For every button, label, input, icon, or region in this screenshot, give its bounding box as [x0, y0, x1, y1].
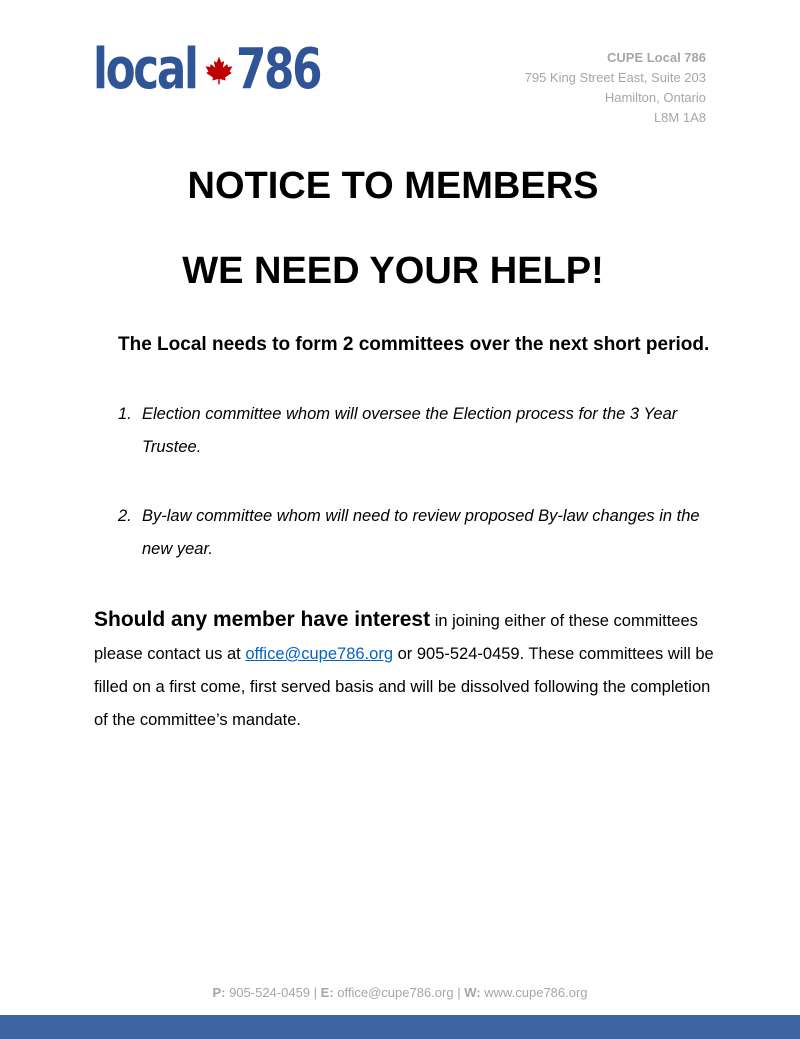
- page-subtitle: WE NEED YOUR HELP!: [182, 250, 604, 292]
- footer-web-label: W:: [464, 985, 481, 1000]
- body-text-1: in joining either of these committees please contact us at: [94, 612, 698, 663]
- page-title: NOTICE TO MEMBERS: [187, 165, 599, 207]
- footer-email-label: E:: [320, 985, 334, 1000]
- org-name: CUPE Local 786: [607, 50, 706, 65]
- list-text: By-law committee whom will need to review proposed By-law changes in the new year.: [142, 507, 700, 558]
- contact-paragraph: [94, 603, 714, 737]
- lead-text: Should any member have interest: [94, 608, 431, 631]
- return-address: [525, 48, 706, 128]
- list-number: 2.: [118, 507, 132, 525]
- list-text: Election committee whom will oversee the Election process for the 3 Year Trustee.: [142, 405, 678, 456]
- list-item: [118, 398, 702, 464]
- logo-text-local: local: [93, 37, 197, 102]
- body-text-2: or 905-524-0459. These committees will be filled on a first come, first served basis and will be dissolved following the completion of the committee’s mandate.: [94, 645, 714, 729]
- footer-phone-label: P:: [212, 985, 226, 1000]
- logo: [93, 37, 344, 102]
- list-number: 1.: [118, 405, 132, 423]
- email-link[interactable]: office@cupe786.org: [245, 645, 393, 663]
- list-item: [118, 500, 702, 566]
- logo-text-786: 786: [235, 37, 321, 102]
- footer-bar: [0, 1015, 800, 1039]
- postal-code: L8M 1A8: [653, 110, 706, 125]
- footer-web: www.cupe786.org: [480, 985, 588, 1000]
- maple-leaf-icon: [204, 55, 234, 85]
- intro-text: The Local needs to form 2 committees over the next short period.: [118, 334, 710, 355]
- footer: [0, 985, 800, 1000]
- address-line-2: Hamilton, Ontario: [604, 90, 706, 105]
- footer-phone: 905-524-0459: [225, 985, 311, 1000]
- footer-separator: |: [453, 985, 465, 1000]
- footer-email: office@cupe786.org: [333, 985, 454, 1000]
- address-line-1: 795 King Street East, Suite 203: [524, 70, 706, 85]
- footer-separator: |: [310, 985, 321, 1000]
